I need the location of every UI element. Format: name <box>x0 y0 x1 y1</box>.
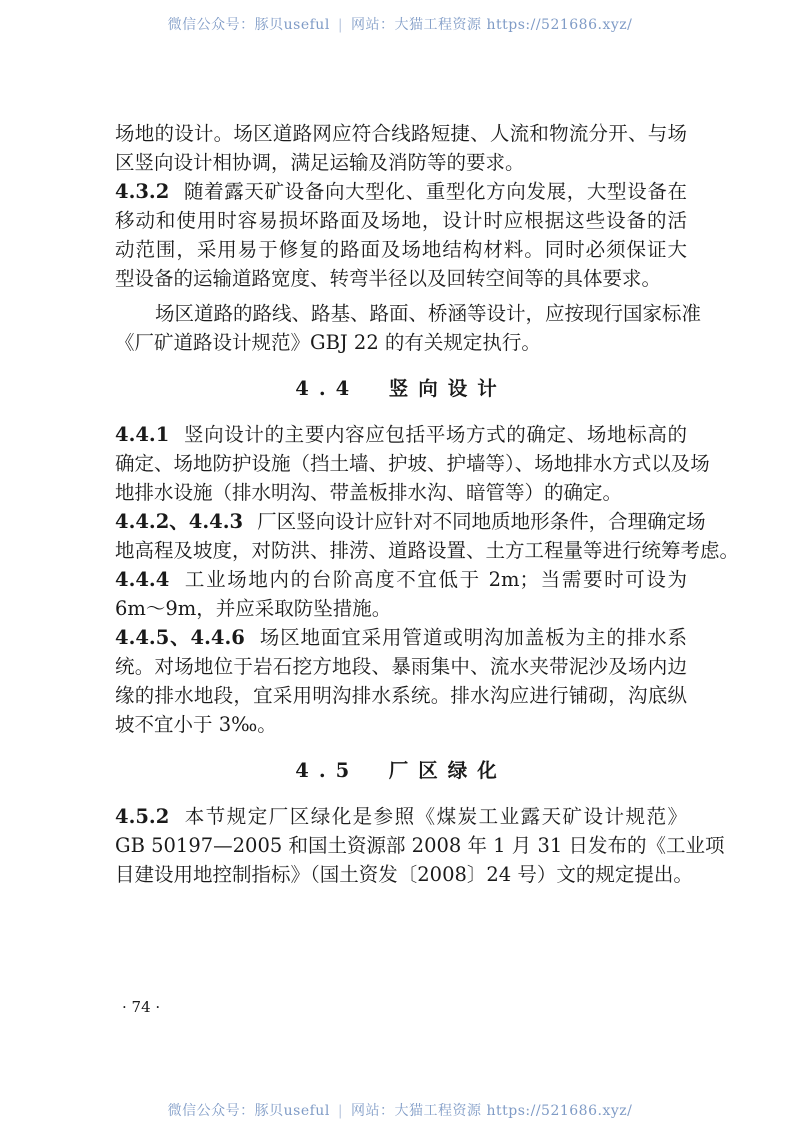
text: 本节规定厂区绿化是参照《煤炭工业露天矿设计规范》 <box>183 805 687 828</box>
watermark-header <box>0 14 800 34</box>
text-line: 确定、场地防护设施（挡土墙、护坡、护墙等）、场地排水方式以及场 <box>115 452 710 475</box>
page-number: · 74 · <box>122 998 161 1016</box>
clause-number: 4.4.5、4.4.6 <box>115 626 245 649</box>
clause-number: 4.4.2、4.4.3 <box>115 510 244 533</box>
text: 工业场地内的台阶高度不宜低于 2m；当需要时可设为 <box>183 568 687 591</box>
text-line: 6m～9m，并应采取防坠措施。 <box>115 597 392 620</box>
text-line: 移动和使用时容易损坏路面及场地，设计时应根据这些设备的活 <box>115 209 687 232</box>
text-line: 《厂矿道路设计规范》GBJ 22 的有关规定执行。 <box>115 331 541 354</box>
clause-4-4-4 <box>115 565 687 594</box>
text-line: GB 50197—2005 和国土资源部 2008 年 1 月 31 日发布的《工业项 <box>115 834 725 857</box>
clause-4-5-2 <box>115 802 687 831</box>
clause-4-4-2 <box>115 507 706 536</box>
text: 厂区竖向设计应针对不同地质地形条件，合理确定场 <box>257 510 706 533</box>
text-line: 区竖向设计相协调，满足运输及消防等的要求。 <box>115 151 525 174</box>
text-line: 场地的设计。场区道路网应符合线路短捷、人流和物流分开、与场 <box>115 122 687 145</box>
text: 场区地面宜采用管道或明沟加盖板为主的排水系 <box>258 626 687 649</box>
text: 竖向设计的主要内容应包括平场方式的确定、场地标高的 <box>183 423 687 446</box>
watermark-separator: | <box>337 1103 344 1119</box>
clause-number: 4.5.2 <box>115 805 170 828</box>
clause-number: 4.4.4 <box>115 568 170 591</box>
clause-4-4-5 <box>115 623 687 652</box>
watermark-text: 微信公众号：豚贝useful <box>167 17 330 33</box>
text-line: 统。对场地位于岩石挖方地段、暴雨集中、流水夹带泥沙及场内边 <box>115 655 687 678</box>
text-line: 地高程及坡度，对防洪、排涝、道路设置、土方工程量等进行统筹考虑。 <box>115 539 740 562</box>
section-heading-4-4: 4.4 竖向设计 <box>295 377 507 400</box>
text-line: 目建设用地控制指标》（国土资发〔2008〕24 号）文的规定提出。 <box>115 863 693 886</box>
text-line: 动范围，采用易于修复的路面及场地结构材料。同时必须保证大 <box>115 238 687 261</box>
watermark-text: 网站：大猫工程资源 https://521686.xyz/ <box>351 17 633 33</box>
text-line: 型设备的运输道路宽度、转弯半径以及回转空间等的具体要求。 <box>115 267 662 290</box>
text-line: 地排水设施（排水明沟、带盖板排水沟、暗管等）的确定。 <box>115 481 623 504</box>
watermark-footer <box>0 1100 800 1120</box>
text-line: 缘的排水地段，宜采用明沟排水系统。排水沟应进行铺砌，沟底纵 <box>115 684 687 707</box>
watermark-text: 微信公众号：豚贝useful <box>167 1103 330 1119</box>
watermark-text: 网站：大猫工程资源 https://521686.xyz/ <box>351 1103 633 1119</box>
clause-4-3-2 <box>115 177 687 206</box>
document-body <box>115 119 740 889</box>
text-line: 坡不宜小于 3‰。 <box>115 713 277 736</box>
clause-4-4-1 <box>115 420 687 449</box>
text-line: 场区道路的路线、路基、路面、桥涵等设计，应按现行国家标准 <box>155 302 702 325</box>
clause-number: 4.3.2 <box>115 180 170 203</box>
section-heading-4-5: 4.5 厂区绿化 <box>295 759 507 782</box>
watermark-separator: | <box>337 17 344 33</box>
clause-number: 4.4.1 <box>115 423 170 446</box>
text: 随着露天矿设备向大型化、重型化方向发展，大型设备在 <box>183 180 687 203</box>
